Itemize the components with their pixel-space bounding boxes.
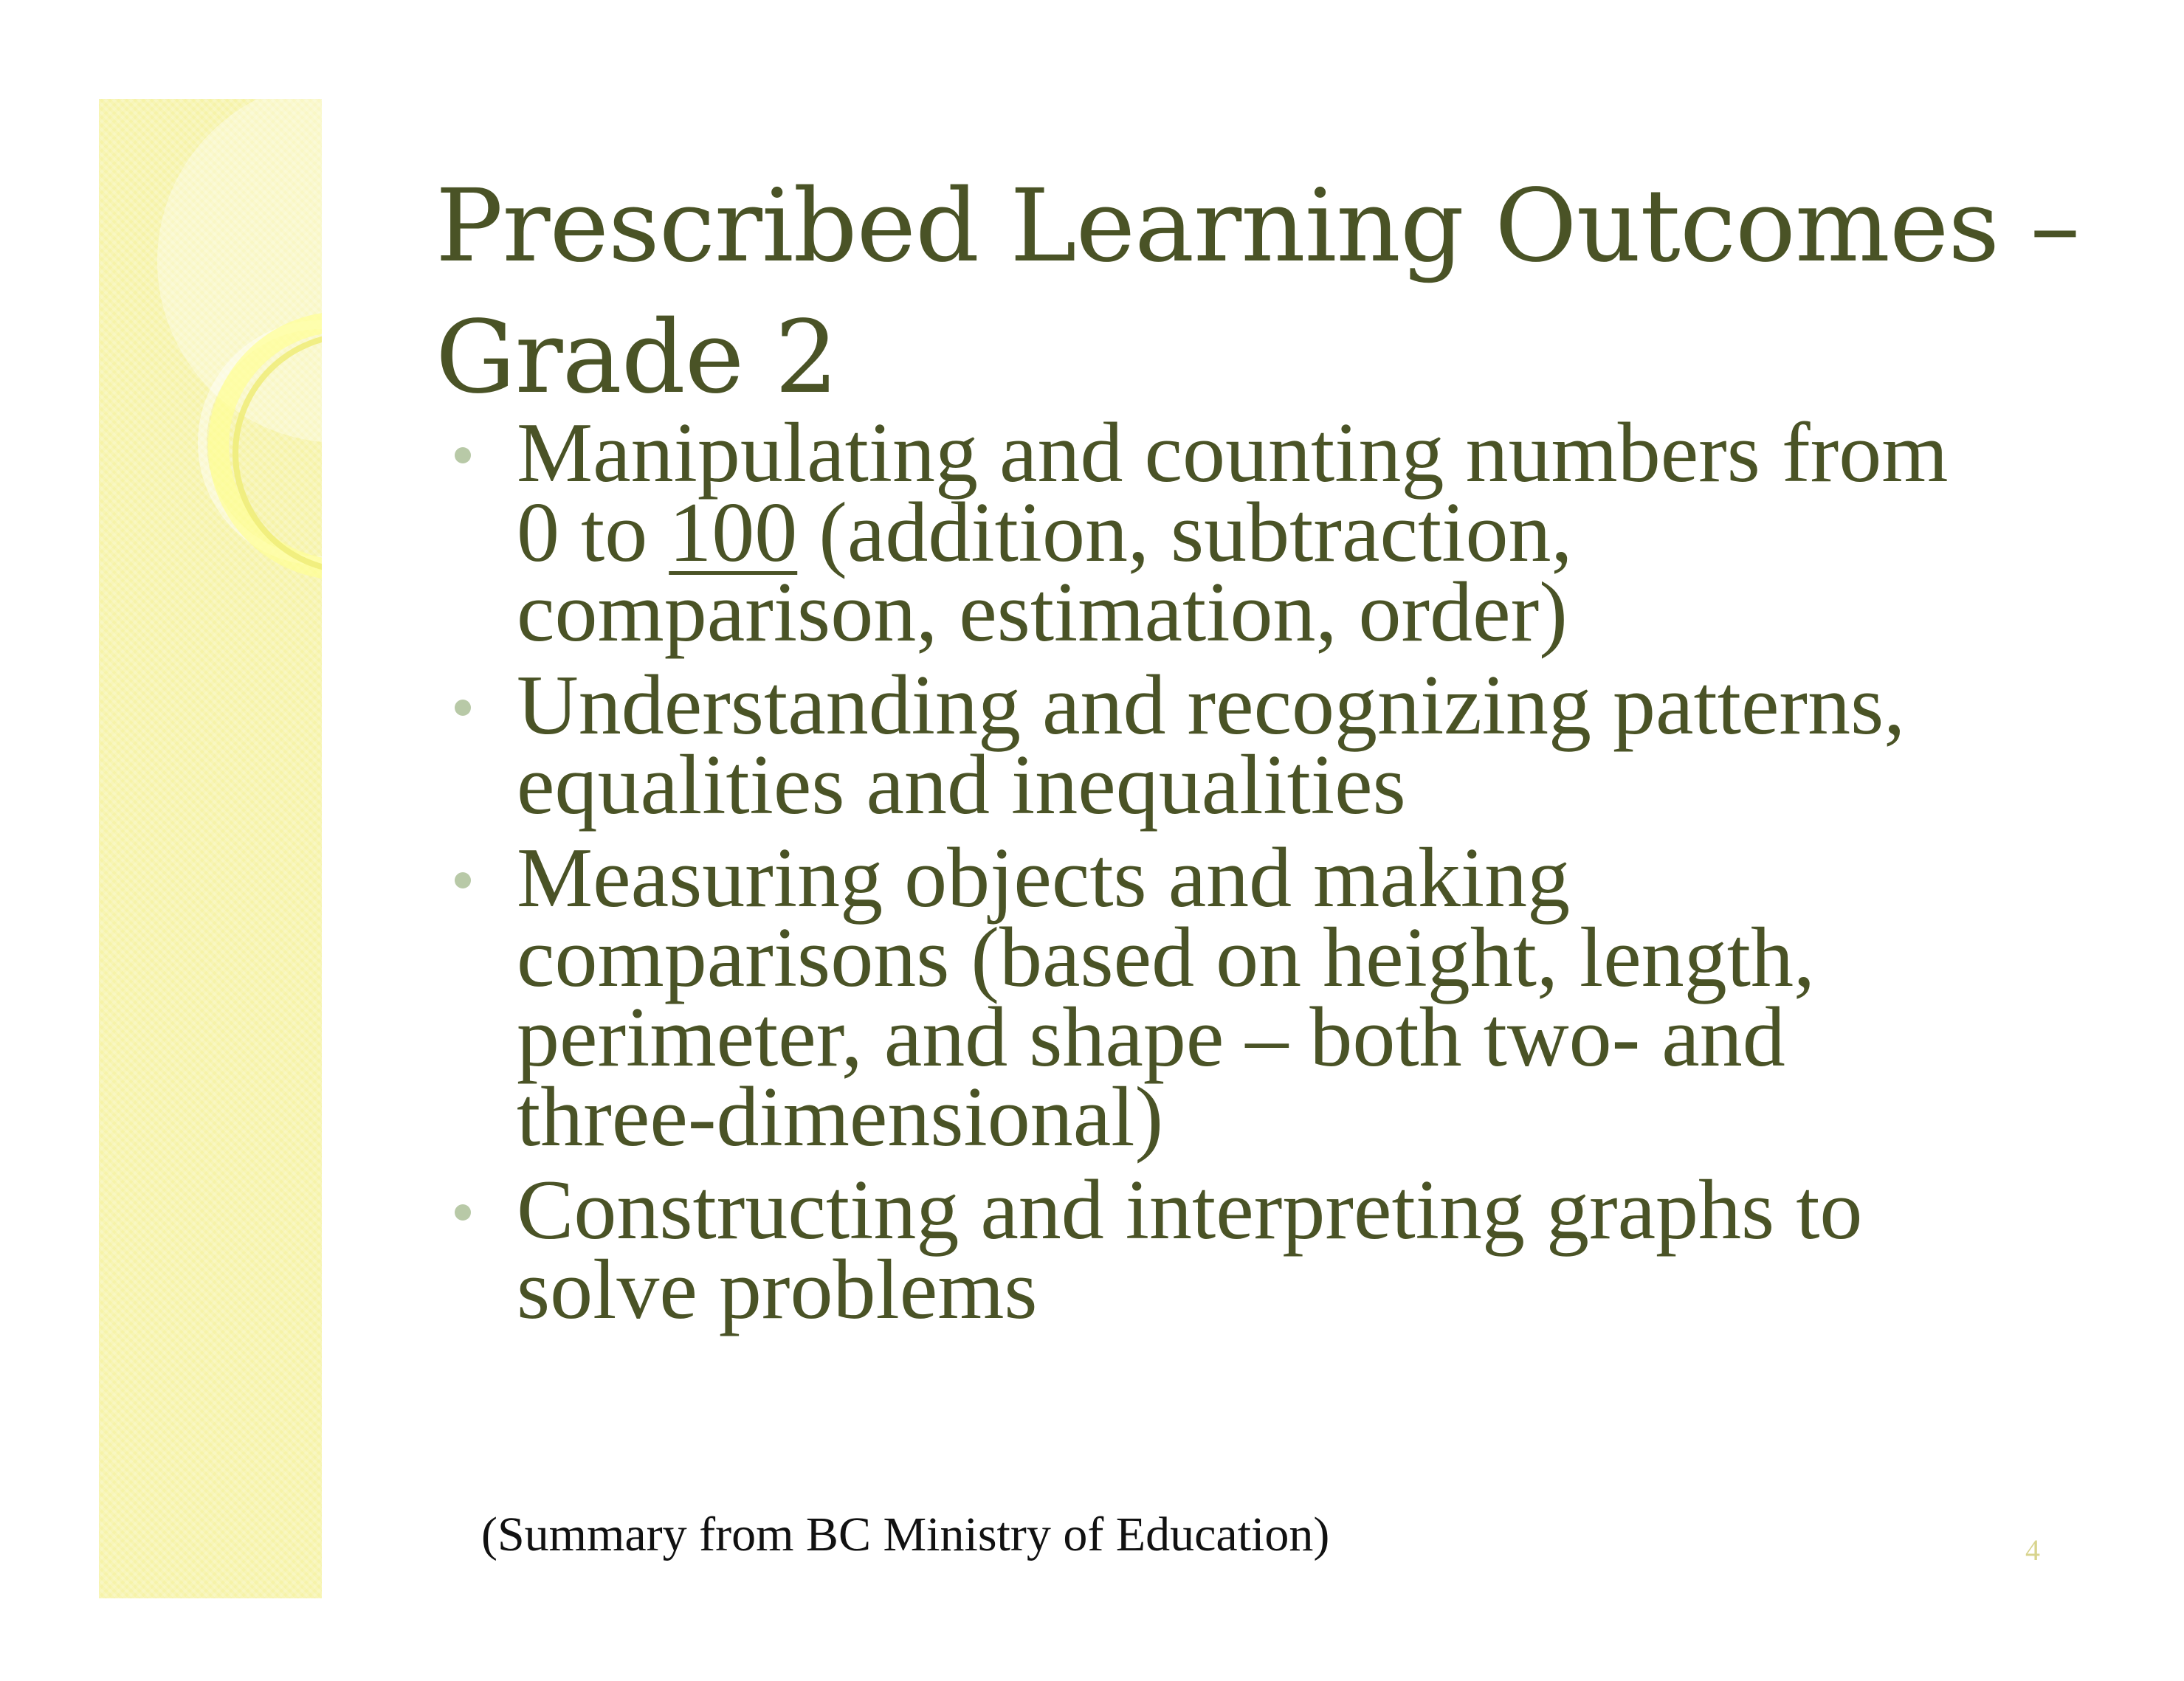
decorative-side-band: [99, 99, 322, 1598]
bullet-dot-icon: [455, 872, 471, 888]
slide-title-line-2: Grade 2: [435, 300, 838, 416]
bullet-item-patterns: [438, 658, 2077, 832]
page-number: 4: [2025, 1533, 2040, 1567]
bullet-text-fragment: (addition, subtraction,: [797, 486, 1573, 580]
bullet-dot-icon: [455, 1204, 471, 1221]
bullet-text-line: Constructing and interpreting graphs to: [517, 1163, 1863, 1257]
bullet-text-line: three-dimensional): [517, 1070, 1164, 1164]
underlined-number: 100: [669, 486, 798, 580]
slide-title-line-1: Prescribed Learning Outcomes –: [435, 168, 2080, 285]
bullet-text-line: solve problems: [517, 1243, 1038, 1337]
bullet-text-line: Manipulating and counting numbers from: [517, 406, 1949, 500]
bullet-text-line: comparisons (based on height, length,: [517, 911, 1815, 1005]
decorative-rings-icon: [99, 99, 322, 1598]
bullet-text-line: Measuring objects and making: [517, 831, 1571, 925]
learning-outcomes-list: [438, 406, 2077, 1343]
slide-title: [435, 161, 2080, 424]
bullet-item-numbers: [438, 406, 2077, 660]
bullet-item-measuring: [438, 831, 2077, 1164]
source-note: (Summary from BC Ministry of Education): [481, 1508, 1330, 1561]
bullet-text-fragment: 0 to: [517, 486, 669, 580]
bullet-item-graphs: [438, 1163, 2077, 1337]
bullet-text-line: Understanding and recognizing patterns,: [517, 658, 1906, 753]
bullet-text-line: equalities and inequalities: [517, 738, 1406, 832]
bullet-text-line: perimeter, and shape – both two- and: [517, 990, 1785, 1085]
bullet-dot-icon: [455, 700, 471, 716]
bullet-text-line: [517, 486, 2077, 580]
bullet-text-line: comparison, estimation, order): [517, 565, 1568, 660]
bullet-dot-icon: [455, 447, 471, 463]
